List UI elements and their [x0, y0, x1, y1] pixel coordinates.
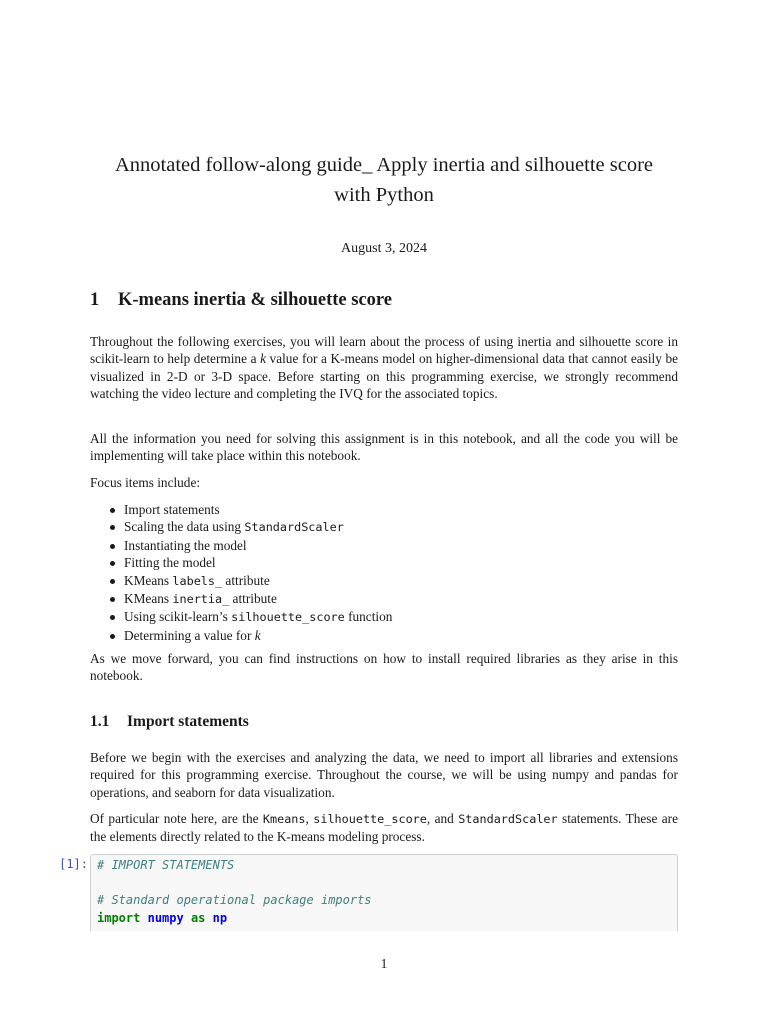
- list-item: Import statements: [90, 501, 650, 518]
- code-line: import numpy as np: [97, 911, 228, 925]
- page-number: 1: [380, 956, 388, 971]
- note-paragraph: Of particular note here, are the Kmeans, silhouette_score, and StandardScaler statements. These are the elements directly related to the K-means modeling process.: [90, 811, 678, 845]
- forward-paragraph: As we move forward, you can find instructions on how to install required libraries as they arise in this notebook.: [90, 651, 678, 684]
- subsection-heading: [90, 713, 249, 731]
- section-title: K-means inertia & silhouette score: [118, 290, 393, 310]
- subsection-title: Import statements: [127, 713, 249, 730]
- imports-paragraph: Before we begin with the exercises and analyzing the data, we need to import all libraries and extensions required for this programming exercise. Throughout the course, we will be using numpy and pandas for operations, and seaborn for data visualization.: [90, 750, 678, 800]
- list-item: Scaling the data using StandardScaler: [90, 518, 650, 536]
- cell-prompt: [1]:: [59, 857, 88, 871]
- document-date: August 3, 2024: [341, 241, 427, 256]
- intro-text-a: Throughout the following exercises, you will learn about the process of using inertia and silhouette score in scikit-learn to help determine a: [90, 334, 678, 367]
- code-cell[interactable]: [90, 854, 678, 931]
- list-item: KMeans inertia_ attribute: [90, 590, 650, 608]
- list-item: Using scikit-learn’s silhouette_score function: [90, 608, 650, 626]
- focus-list: [90, 501, 650, 644]
- list-item: Fitting the model: [90, 554, 650, 571]
- section-number: 1: [90, 290, 100, 310]
- title-line-1: Annotated follow-along guide_ Apply inertia and silhouette score: [115, 154, 653, 176]
- intro-text-b: value for a K-means model on higher-dimensional data that cannot easily be visualized in 2-D or 3-D space. Before starting on this programming exercise, we strongly recommend watching the video lecture and completing the IVQ for the associated topics.: [90, 351, 678, 402]
- list-item: KMeans labels_ attribute: [90, 572, 650, 590]
- document-title: [90, 150, 678, 210]
- intro-paragraph: [90, 333, 678, 403]
- subsection-number: 1.1: [90, 713, 110, 730]
- k-variable: k: [260, 351, 266, 367]
- code-comment: # Standard operational package imports: [97, 893, 372, 907]
- code-comment: # IMPORT STATEMENTS: [97, 858, 235, 872]
- section-heading: [90, 290, 392, 311]
- list-item: Determining a value for k: [90, 627, 650, 644]
- notebook-paragraph: All the information you need for solving this assignment is in this notebook, and all the code you will be implementing will take place within this notebook.: [90, 431, 678, 464]
- focus-intro: Focus items include:: [90, 475, 201, 490]
- list-item: Instantiating the model: [90, 537, 650, 554]
- title-line-2: with Python: [334, 184, 434, 206]
